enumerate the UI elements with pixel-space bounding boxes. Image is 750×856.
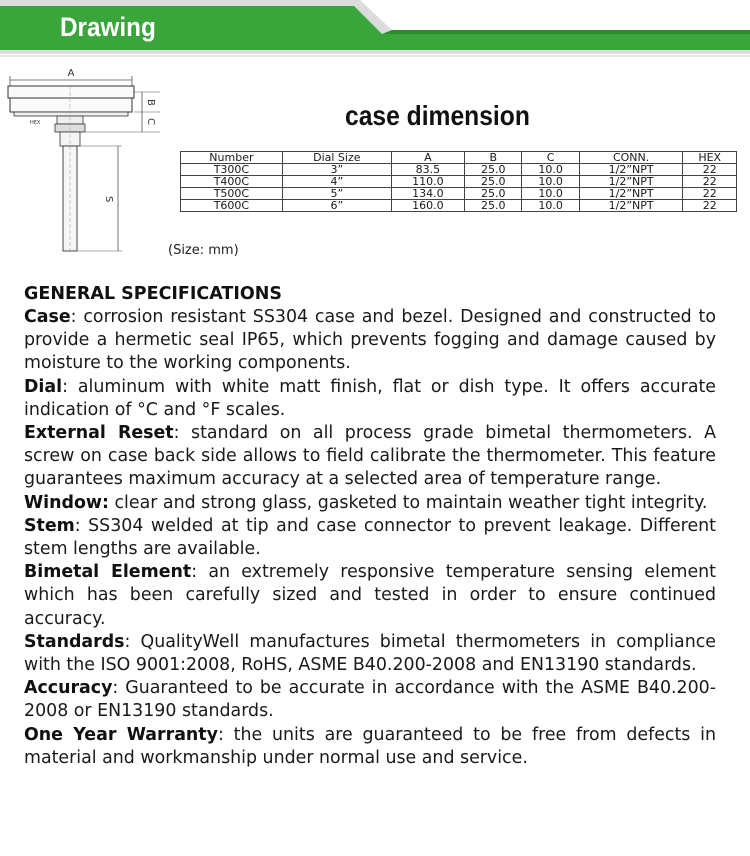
spec-item-dial <box>24 376 716 422</box>
column-header: HEX <box>683 152 737 164</box>
spec-label: Dial <box>24 376 63 397</box>
table-cell: 1/2”NPT <box>579 164 683 176</box>
spec-item-case <box>24 306 716 376</box>
spec-item-external-reset <box>24 422 716 492</box>
dimension-label-a: A <box>67 68 75 79</box>
table-cell: 22 <box>683 176 737 188</box>
section-title: Drawing <box>60 12 156 42</box>
spec-text: : QualityWell manufactures bimetal thermometers in compliance with the ISO 9001:2008, RoHS, ASME B40.200-2008 and EN13190 standards. <box>24 631 716 676</box>
spec-label: Stem <box>24 515 75 536</box>
section-banner <box>0 0 750 58</box>
table-cell: 25.0 <box>465 188 522 200</box>
table-cell: T500C <box>181 188 283 200</box>
table-cell: 22 <box>683 200 737 212</box>
table-cell: 25.0 <box>465 164 522 176</box>
table-cell: T600C <box>181 200 283 212</box>
spec-item-warranty <box>24 724 716 770</box>
spec-item-accuracy <box>24 677 716 723</box>
spec-text: clear and strong glass, gasketed to maintain weather tight integrity. <box>108 492 708 513</box>
specifications-heading: GENERAL SPECIFICATIONS <box>24 284 282 304</box>
spec-label: One Year Warranty <box>24 724 218 745</box>
spec-label: Standards <box>24 631 125 652</box>
table-cell: 1/2”NPT <box>579 200 683 212</box>
table-cell: 110.0 <box>391 176 464 188</box>
spec-text: : an extremely responsive temperature sensing element which has been carefully sized and tested in order to ensure continued accuracy. <box>24 562 716 629</box>
hex-label: HEX <box>30 120 41 126</box>
table-header-row <box>181 152 737 164</box>
table-row <box>181 176 737 188</box>
spec-text: : standard on all process grade bimetal thermometers. A screw on case back side allows to field calibrate the thermometer. This feature guarantees maximum accuracy at a selected area of temperature range. <box>24 423 716 490</box>
spec-text: : aluminum with white matt finish, flat or dish type. It offers accurate indication of °C and °F scales. <box>24 376 716 420</box>
table-cell: 1/2”NPT <box>579 188 683 200</box>
table-cell: 25.0 <box>465 200 522 212</box>
table-cell: 22 <box>683 188 737 200</box>
table-cell: 10.0 <box>522 176 579 188</box>
column-header: B <box>465 152 522 164</box>
thermometer-drawing <box>0 64 180 264</box>
spec-text: : the units are guaranteed to be free from defects in material and workmanship under normal use and service. <box>24 724 717 768</box>
table-cell: 4” <box>282 176 391 188</box>
table-cell: 5” <box>282 188 391 200</box>
table-cell: T300C <box>181 164 283 176</box>
column-header: CONN. <box>579 152 683 164</box>
spec-label: Window: <box>24 492 109 513</box>
table-cell: 22 <box>683 164 737 176</box>
case-dimension-title: case dimension <box>345 100 530 131</box>
dimension-label-s: S <box>103 196 114 203</box>
column-header: A <box>391 152 464 164</box>
spec-item-bimetal-element <box>24 561 716 631</box>
size-unit-note: (Size: mm) <box>168 243 239 258</box>
case-dimension-table <box>180 151 737 212</box>
table-cell: 25.0 <box>465 176 522 188</box>
table-cell: 1/2”NPT <box>579 176 683 188</box>
table-cell: 10.0 <box>522 188 579 200</box>
table-cell: 160.0 <box>391 200 464 212</box>
table-cell: 134.0 <box>391 188 464 200</box>
dimension-label-b: B <box>145 99 156 106</box>
spec-text: : SS304 welded at tip and case connector to prevent leakage. Different stem lengths are available. <box>24 515 716 560</box>
spec-label: External Reset <box>24 423 174 444</box>
column-header: Number <box>181 152 283 164</box>
table-row <box>181 164 737 176</box>
spec-text: : Guaranteed to be accurate in accordance with the ASME B40.200-2008 or EN13190 standards. <box>24 678 716 722</box>
table-cell: 3” <box>282 164 391 176</box>
spec-item-stem <box>24 515 716 561</box>
table-cell: 6” <box>282 200 391 212</box>
table-cell: 10.0 <box>522 164 579 176</box>
spec-label: Accuracy <box>24 678 113 699</box>
spec-label: Bimetal Element <box>24 562 192 583</box>
table-cell: 10.0 <box>522 200 579 212</box>
table-row <box>181 188 737 200</box>
general-specifications <box>24 282 716 770</box>
dimension-label-c: C <box>145 118 156 125</box>
spec-text: : corrosion resistant SS304 case and bezel. Designed and constructed to provide a hermetic seal IP65, which prevents fogging and damage caused by moisture to the working components. <box>24 307 716 374</box>
table-cell: 83.5 <box>391 164 464 176</box>
column-header: Dial Size <box>282 152 391 164</box>
spec-label: Case <box>24 307 71 327</box>
spec-item-standards <box>24 631 716 677</box>
table-row <box>181 200 737 212</box>
spec-item-window <box>24 492 716 515</box>
table-cell: T400C <box>181 176 283 188</box>
column-header: C <box>522 152 579 164</box>
